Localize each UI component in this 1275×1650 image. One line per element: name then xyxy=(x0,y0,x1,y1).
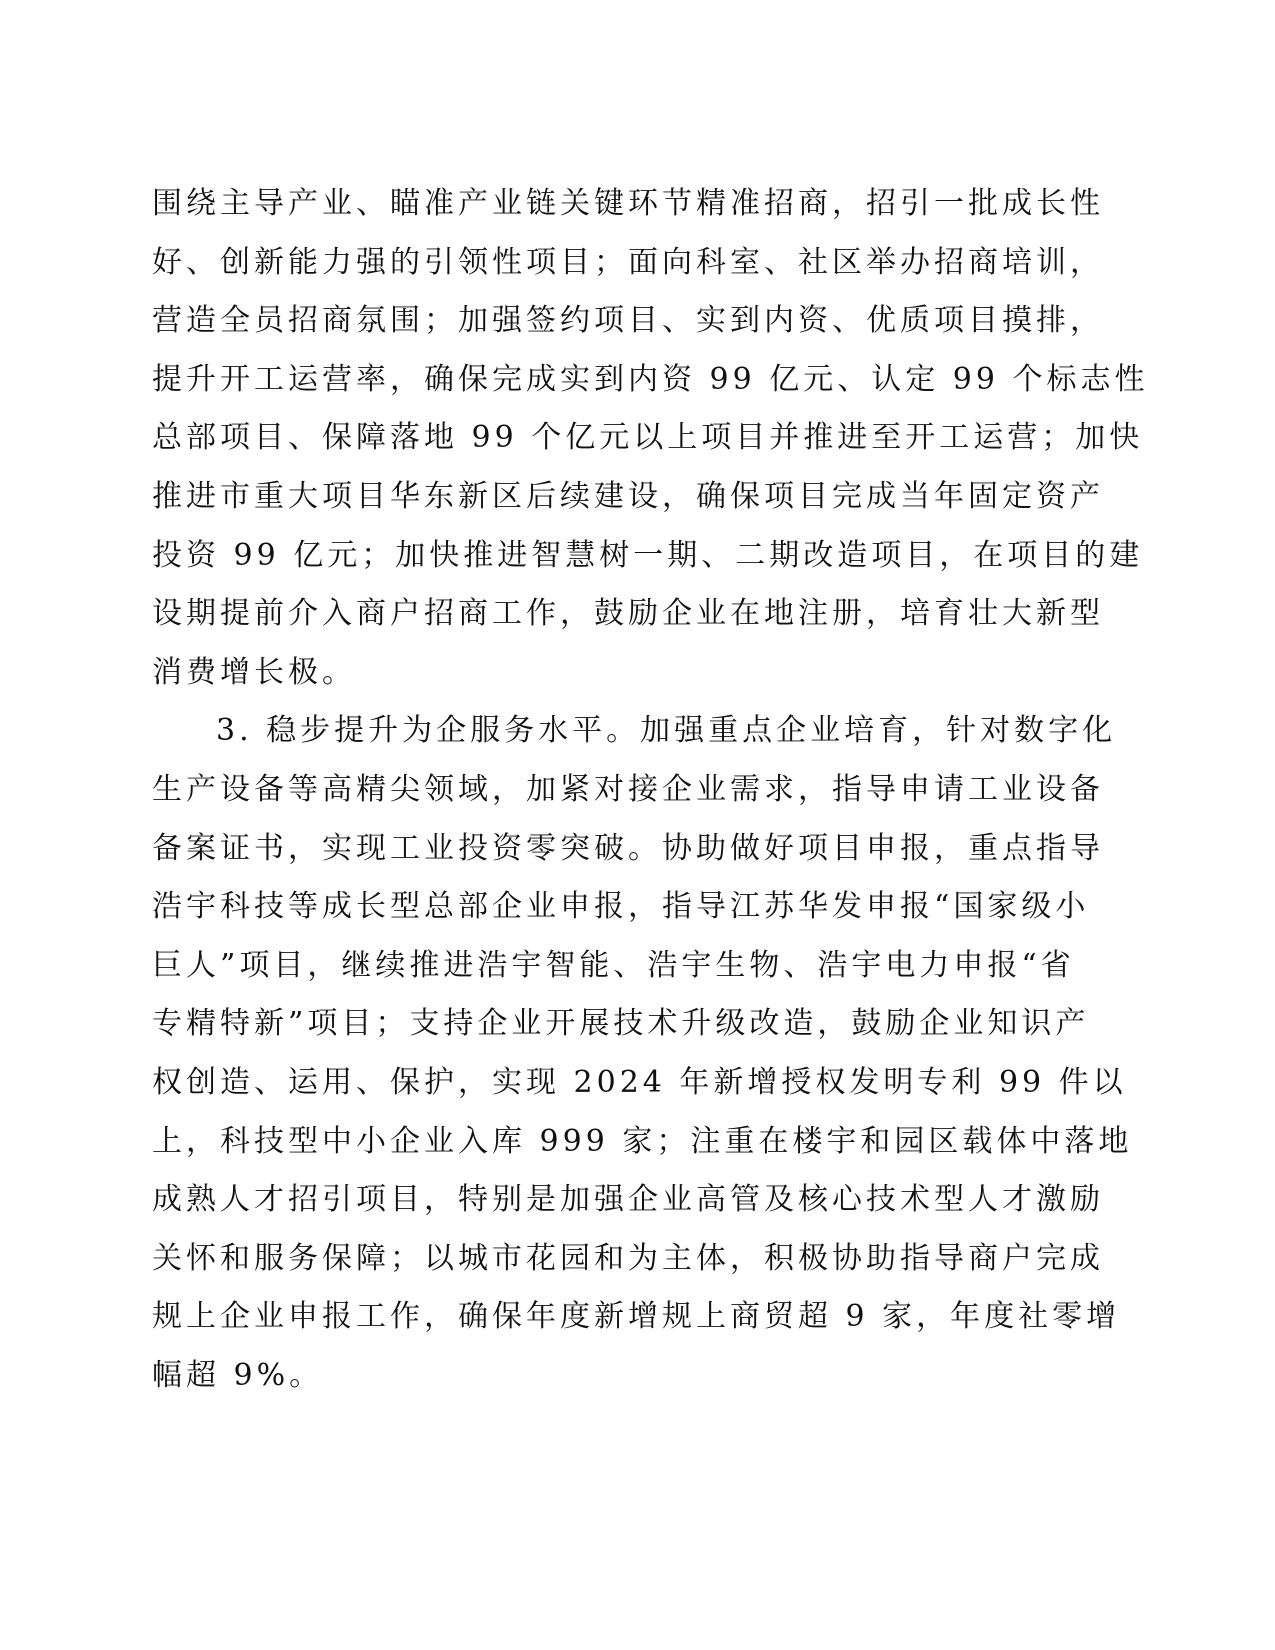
paragraph-1 xyxy=(152,175,1149,702)
paragraph-line: 备案证书，实现工业投资零突破。协助做好项目申报，重点指导 xyxy=(152,830,1104,866)
paragraph-2 xyxy=(152,702,1133,1405)
paragraph-line: 专精特新”项目；支持企业开展技术升级改造，鼓励企业知识产 xyxy=(152,1006,1090,1042)
paragraph-line: 幅超 9%。 xyxy=(152,1357,324,1393)
paragraph-line: 提升开工运营率，确保完成实到内资 99 亿元、认定 99 个标志性 xyxy=(152,361,1149,397)
paragraph-line: 投资 99 亿元；加快推进智慧树一期、二期改造项目，在项目的建 xyxy=(152,537,1144,573)
paragraph-heading-line: 3. 稳步提升为企服务水平。加强重点企业培育，针对数字化 xyxy=(216,713,1117,749)
paragraph-line: 生产设备等高精尖领域，加紧对接企业需求，指导申请工业设备 xyxy=(152,771,1104,807)
paragraph-line: 上，科技型中小企业入库 999 家；注重在楼宇和园区载体中落地 xyxy=(152,1123,1133,1159)
paragraph-line: 成熟人才招引项目，特别是加强企业高管及核心技术型人才激励 xyxy=(152,1182,1104,1218)
paragraph-line: 设期提前介入商户招商工作，鼓励企业在地注册，培育壮大新型 xyxy=(152,596,1104,632)
paragraph-line: 推进市重大项目华东新区后续建设，确保项目完成当年固定资产 xyxy=(152,478,1104,514)
paragraph-line: 权创造、运用、保护，实现 2024 年新增授权发明专利 99 件以 xyxy=(152,1064,1127,1100)
paragraph-line: 营造全员招商氛围；加强签约项目、实到内资、优质项目摸排， xyxy=(152,303,1104,339)
paragraph-line: 浩宇科技等成长型总部企业申报，指导江苏华发申报“国家级小 xyxy=(152,889,1090,925)
paragraph-line: 好、创新能力强的引领性项目；面向科室、社区举办招商培训， xyxy=(152,244,1104,280)
paragraph-line: 巨人”项目，继续推进浩宇智能、浩宇生物、浩宇电力申报“省 xyxy=(152,947,1075,983)
paragraph-line: 消费增长极。 xyxy=(152,654,356,690)
paragraph-line: 关怀和服务保障；以城市花园和为主体，积极协助指导商户完成 xyxy=(152,1240,1104,1276)
paragraph-line: 规上企业申报工作，确保年度新增规上商贸超 9 家，年度社零增 xyxy=(152,1299,1121,1335)
document-body xyxy=(152,175,1149,1405)
paragraph-line: 总部项目、保障落地 99 个亿元以上项目并推进至开工运营；加快 xyxy=(152,420,1144,456)
paragraph-line: 围绕主导产业、瞄准产业链关键环节精准招商，招引一批成长性 xyxy=(152,186,1104,221)
